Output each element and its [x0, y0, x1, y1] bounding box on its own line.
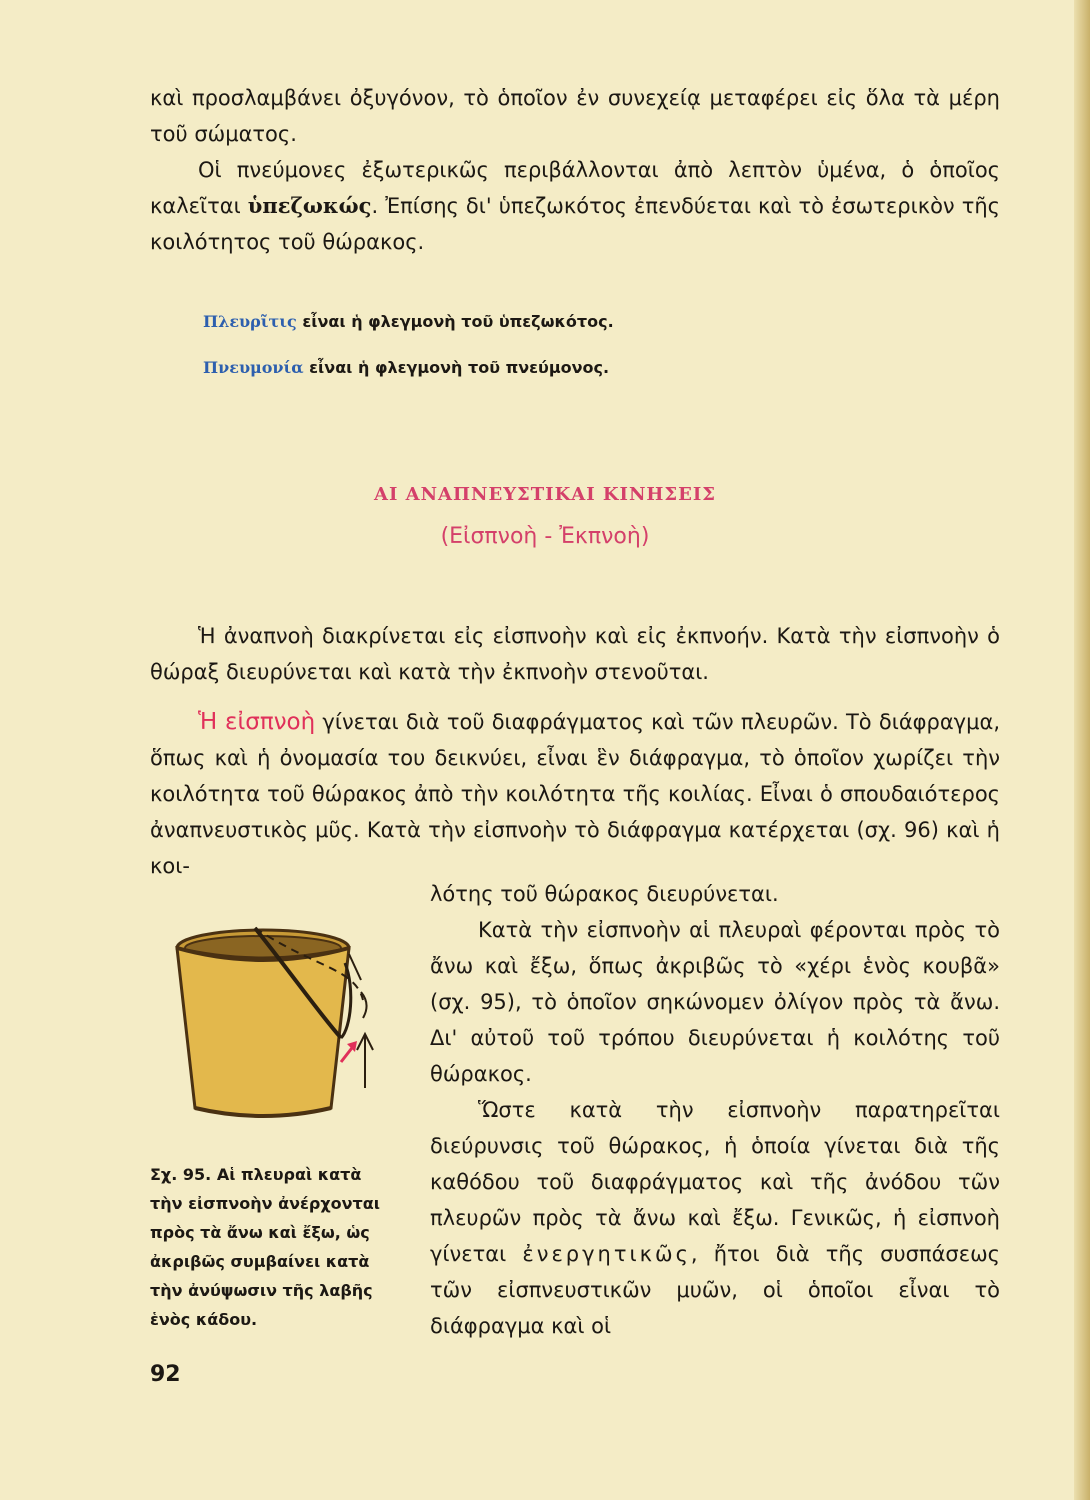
page-edge	[1074, 0, 1090, 1500]
definition-text: εἶναι ἡ φλεγμονὴ τοῦ ὑπεζωκότος.	[296, 312, 614, 331]
paragraph-respiration: Ἡ ἀναπνοὴ διακρίνεται εἰς εἰσπνοὴν καὶ εἰς ἐκπνοήν. Κατὰ τὴν εἰσπνοὴν ὁ θώραξ διευρύνεται καὶ κατὰ τὴν ἐκπνοὴν στενοῦται.	[150, 624, 1000, 684]
paragraph-ribs: Κατὰ τὴν εἰσπνοὴν αἱ πλευραὶ φέρονται πρὸς τὸ ἄνω καὶ ἔξω, ὅπως ἀκριβῶς τὸ «χέρι ἑνὸς κουβᾶ» (σχ. 95), τὸ ὁποῖον σηκώνομεν ὀλίγον πρὸς τὰ ἄνω. Δι' αὐτοῦ τοῦ τρόπου διευρύνεται ἡ κοιλότης τοῦ θώρακος.	[430, 918, 1000, 1086]
definition-term: Πνευμονία	[203, 358, 304, 377]
section-title: ΑΙ ΑΝΑΠΝΕΥΣΤΙΚΑΙ ΚΙΝΗΣΕΙΣ	[373, 484, 716, 505]
definition-term: Πλευρῖτις	[203, 312, 297, 331]
paragraph-continuation: λότης τοῦ θώρακος διευρύνεται.	[430, 882, 779, 906]
pleura-term: ὑπεζωκώς	[247, 193, 372, 218]
bucket-illustration	[165, 918, 395, 1138]
definition-text: εἶναι ἡ φλεγμονὴ τοῦ πνεύμονος.	[303, 358, 610, 377]
summary-text-1: Ὥστε κατὰ τὴν εἰσπνοὴν παρατηρεῖται διεύρυνσις τοῦ θώρακος, ἡ ὁποία γίνεται διὰ τῆς καθόδου τοῦ διαφράγματος καὶ τῆς ἀνόδου τῶν πλευρῶν πρὸς τὰ ἄνω καὶ ἔξω. Γενικῶς, ἡ εἰσπνοὴ γίνεται	[430, 1098, 1000, 1266]
pleura-text-1: Οἱ πνεύμονες ἐξωτερικῶς περιβάλλονται ἀπὸ λεπτὸν ὑμένα, ὁ ὁποῖος καλεῖται	[150, 158, 1000, 218]
paragraph-summary	[430, 1092, 1000, 1344]
definition-pleurisy	[203, 312, 614, 331]
paragraph-pleura	[150, 152, 1000, 260]
page-number: 92	[150, 1362, 181, 1387]
paragraph-intro: καὶ προσλαμβάνει ὀξυγόνον, τὸ ὁποῖον ἐν συνεχείᾳ μεταφέρει εἰς ὅλα τὰ μέρη τοῦ σώματος.	[150, 86, 1000, 146]
section-subtitle: (Εἰσπνοὴ - Ἐκπνοὴ)	[440, 524, 650, 549]
pleura-text-2: . Ἐπίσης δι' ὑπεζωκότος ἐπενδύεται καὶ τὸ ἐσωτερικὸν τῆς κοιλότητος τοῦ θώρακος.	[150, 194, 1000, 254]
paragraph-inhalation	[150, 704, 1000, 884]
figure-caption: Σχ. 95. Αἱ πλευραὶ κατὰ τὴν εἰσπνοὴν ἀνέρχονται πρὸς τὰ ἄνω καὶ ἔξω, ὡς ἀκριβῶς συμβαίνει κατὰ τὴν ἀνύψωσιν τῆς λαβῆς ἑνὸς κάδου.	[150, 1165, 380, 1329]
definition-pneumonia	[203, 358, 609, 377]
summary-spaced-word: ἐνεργητικῶς	[522, 1242, 691, 1266]
inhalation-highlight: Ἡ εἰσπνοὴ	[198, 709, 316, 735]
inhalation-text: γίνεται διὰ τοῦ διαφράγματος καὶ τῶν πλευρῶν. Τὸ διάφραγμα, ὅπως καὶ ἡ ὀνομασία του δεικνύει, εἶναι ἓν διάφραγμα, τὸ ὁποῖον χωρίζει τὴν κοιλότητα τοῦ θώρακος ἀπὸ τὴν κοιλότητα τῆς κοιλίας. Εἶναι ὁ σπουδαιότερος ἀναπνευστικὸς μῦς. Κατὰ τὴν εἰσπνοὴν τὸ διάφραγμα κατέρχεται (σχ. 96) καὶ ἡ κοι-	[150, 710, 1000, 878]
summary-text-2: , ἤτοι διὰ τῆς συσπάσεως τῶν εἰσπνευστικῶν μυῶν, οἱ ὁποῖοι εἶναι τὸ διάφραγμα καὶ οἱ	[430, 1242, 1000, 1338]
